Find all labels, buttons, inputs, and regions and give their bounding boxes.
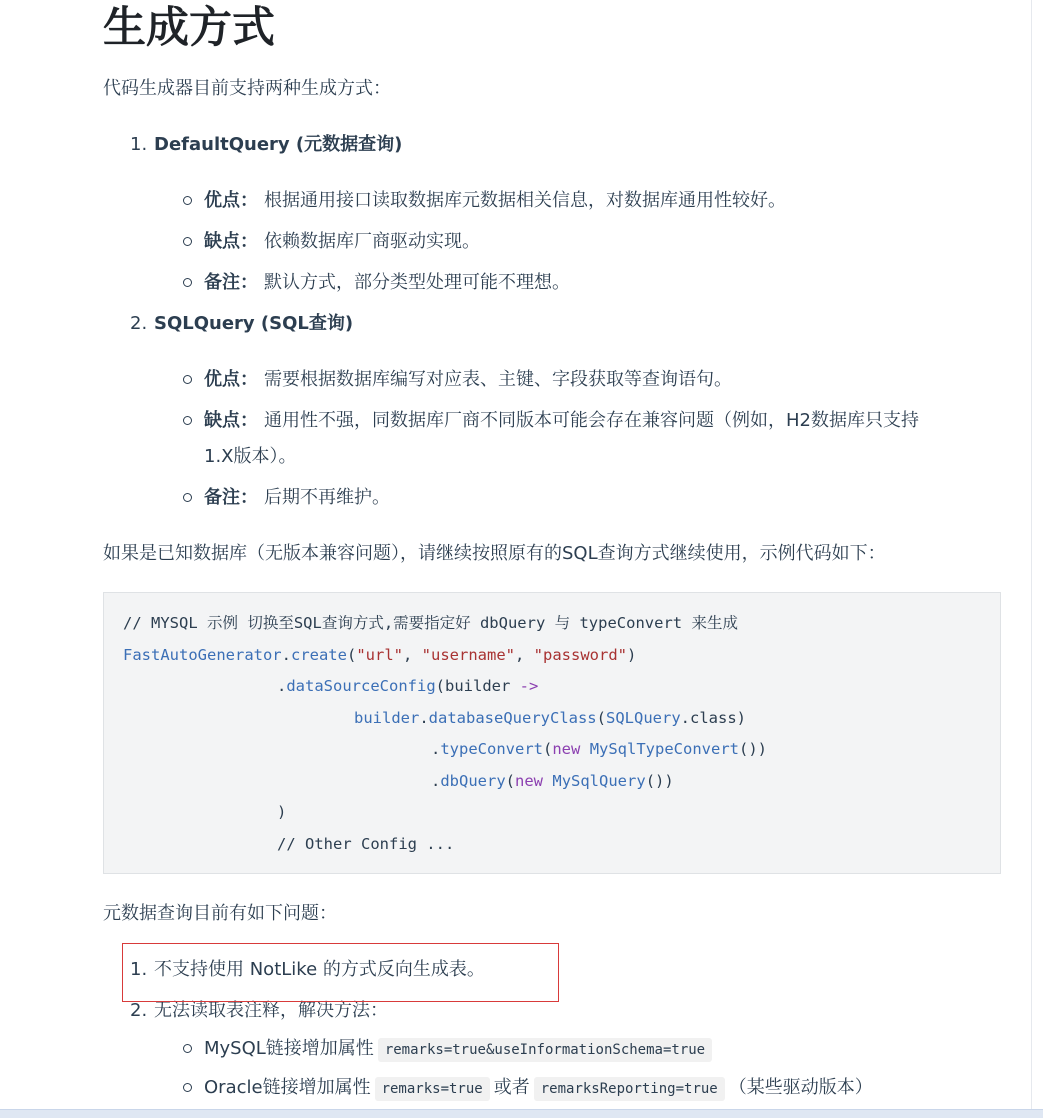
method-name: DefaultQuery (元数据查询) xyxy=(154,134,403,155)
list-number: 2. xyxy=(130,313,148,334)
code-line-5: .typeConvert(new MySqlTypeConvert()) xyxy=(431,740,767,758)
method-item-default-query xyxy=(130,131,402,159)
code-block[interactable] xyxy=(103,592,1001,874)
code-line-6: .dbQuery(new MySqlQuery()) xyxy=(431,772,674,790)
code-line-2: FastAutoGenerator.create("url", "username", "password") xyxy=(123,646,637,664)
code-line-3: .dataSourceConfig(builder -> xyxy=(277,677,539,695)
known-db-paragraph: 如果是已知数据库（无版本兼容问题），请继续按照原有的SQL查询方式继续使用，示例代码如下： xyxy=(103,543,886,564)
point-text: 默认方式，部分类型处理可能不理想。 xyxy=(264,272,570,293)
code-line-7: ) xyxy=(277,803,287,821)
solution-prefix: MySQL链接增加属性 xyxy=(204,1038,374,1059)
point-text: 通用性不强，同数据库厂商不同版本可能会存在兼容问题（例如，H2数据库只支持 xyxy=(264,410,919,431)
point-label: 缺点： xyxy=(204,410,258,431)
circle-bullet-icon xyxy=(183,1044,192,1053)
point-text-continued: 1.X版本）。 xyxy=(204,446,297,467)
intro-paragraph: 代码生成器目前支持两种生成方式： xyxy=(103,78,391,99)
list-number: 1. xyxy=(130,134,148,155)
point-label: 备注： xyxy=(204,487,258,508)
point-label: 优点： xyxy=(204,369,258,390)
point-text: 需要根据数据库编写对应表、主键、字段获取等查询语句。 xyxy=(264,369,732,390)
content-right-border xyxy=(1031,0,1032,1117)
highlight-annotation-box xyxy=(122,943,559,1002)
issues-intro-paragraph: 元数据查询目前有如下问题： xyxy=(103,903,337,924)
point-text: 后期不再维护。 xyxy=(264,487,390,508)
inline-code: remarks=true&useInformationSchema=true xyxy=(378,1038,712,1062)
list-number: 2. xyxy=(130,1000,148,1021)
point-text: 根据通用接口读取数据库元数据相关信息，对数据库通用性较好。 xyxy=(264,190,786,211)
list-number: 1. xyxy=(130,959,148,980)
circle-bullet-icon xyxy=(183,375,192,384)
code-line-1: // MYSQL 示例 切换至SQL查询方式,需要指定好 dbQuery 与 typeConvert 来生成 xyxy=(123,614,738,632)
solution-suffix: （某些驱动版本） xyxy=(728,1077,873,1098)
circle-bullet-icon xyxy=(183,416,192,425)
circle-bullet-icon xyxy=(183,278,192,287)
solution-prefix: Oracle链接增加属性 xyxy=(204,1077,371,1098)
circle-bullet-icon xyxy=(183,1083,192,1092)
point-label: 优点： xyxy=(204,190,258,211)
point-text: 依赖数据库厂商驱动实现。 xyxy=(264,231,480,252)
method-item-sql-query xyxy=(130,310,353,338)
solution-mid: 或者 xyxy=(493,1077,530,1098)
code-line-8: // Other Config ... xyxy=(277,835,455,853)
page-title: 生成方式 xyxy=(103,3,275,53)
method-name: SQLQuery (SQL查询) xyxy=(154,313,354,334)
circle-bullet-icon xyxy=(183,196,192,205)
circle-bullet-icon xyxy=(183,237,192,246)
code-line-4: builder.databaseQueryClass(SQLQuery.class) xyxy=(354,709,746,727)
issue-text: 无法读取表注释，解决方法： xyxy=(154,1000,388,1021)
point-label: 备注： xyxy=(204,272,258,293)
point-label: 缺点： xyxy=(204,231,258,252)
circle-bullet-icon xyxy=(183,493,192,502)
issue-text: 不支持使用 NotLike 的方式反向生成表。 xyxy=(154,959,485,980)
inline-code: remarks=true xyxy=(375,1077,490,1101)
inline-code: remarksReporting=true xyxy=(534,1077,725,1101)
